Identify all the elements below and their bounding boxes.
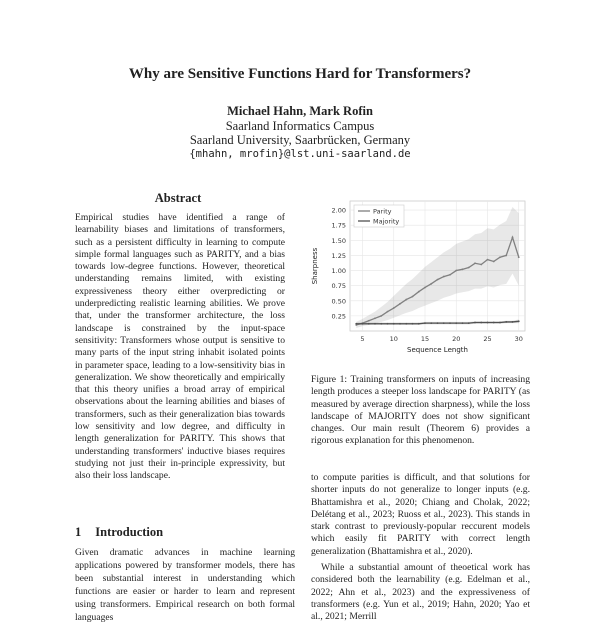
author-names: Michael Hahn, Mark Rofin [227,104,373,118]
data-point [405,323,407,325]
data-point [480,264,482,266]
section-heading-introduction [75,525,163,540]
paragraph: to compute parities is difficult, and that solutions for shorter inputs do not generalize to longer inputs (e.g. Bhattamishra et al., 2020; Chiang and Cholak, 2022; Delétang et al., 2023; Ruoss et al., 2023). This stands in stark contrast to previously-popular reccurent models which easily fit PARITY with correct length generalization (Bhattamishra et al., 2020). [311,472,530,557]
y-axis-label: Sharpness [311,247,319,285]
data-point [380,323,382,325]
affiliation-line-2: Saarland University, Saarbrücken, Germany [189,133,411,147]
data-point [468,267,470,269]
data-point [380,315,382,317]
section-title: Introduction [95,525,164,539]
x-tick-label: 10 [389,335,398,343]
data-point [393,307,395,309]
x-tick-label: 15 [420,335,430,343]
data-point [487,259,489,261]
data-point [368,323,370,325]
y-tick-label: 1.25 [331,251,346,260]
x-tick-label: 20 [452,335,461,343]
data-point [355,323,357,325]
author-emails: {mhahn, mrofin}@lst.uni-saarland.de [189,148,411,160]
data-point [505,255,507,257]
data-point [418,291,420,293]
abstract-text: Empirical studies have identified a range of learnability biases and limitations of transformers, such as a persistent difficulty in learning to compute simple formal languages such as PARITY, and a bias towards low-degree functions. However, theoretical understanding remains limited, with existing expressiveness theory either overpredicting or underpredicting realistic learning abilities. We prove that, under the transformer architecture, the loss landscape is constrained by the input-space sensitivity: Transformers whose output is sensitive to many parts of the input string inhabit isolated points in parameter space, leading to a low-sensitivity bias in generalization. We show theoretically and empirically that this theory unifies a broad array of empirical observations about the learning abilities and biases of transformers, such as their generalization bias towards low sensitivity and low degree, and difficulty in length generalization for PARITY. This shows that understanding transformers' inductive biases requires studying not just their in-principle expressivity, but also their loss landscape. [75,212,285,482]
data-point [430,322,432,324]
data-point [368,320,370,322]
data-point [518,256,520,258]
data-point [505,321,507,323]
data-point [493,261,495,263]
data-point [393,323,395,325]
data-point [499,256,501,258]
data-point [399,303,401,305]
abstract-heading: Abstract [154,191,202,205]
y-tick-label: 0.75 [331,282,346,291]
sharpness-chart [305,196,530,361]
data-point [374,323,376,325]
data-point [518,320,520,322]
data-point [480,322,482,324]
data-point [499,322,501,324]
data-point [387,311,389,313]
data-point [437,279,439,281]
data-point [418,323,420,325]
data-point [437,322,439,324]
legend-label: Parity [373,207,392,216]
data-point [512,236,514,238]
data-point [449,322,451,324]
data-point [455,322,457,324]
data-point [512,321,514,323]
data-point [412,296,414,298]
y-tick-label: 1.75 [331,221,346,230]
x-axis-label: Sequence Length [407,346,468,354]
introduction-text: Given dramatic advances in machine learning applications powered by transformer models, there has been substantial interest in understanding which functions are easier or harder to learn and represent using transformers. Empirical research on both formal languages [75,547,295,623]
paper-title: Why are Sensitive Functions Hard for Transformers? [128,66,472,82]
data-point [412,323,414,325]
data-point [399,323,401,325]
section-number: 1 [75,525,82,539]
y-tick-label: 1.00 [331,267,346,276]
right-column-text [311,472,530,624]
data-point [462,322,464,324]
y-tick-label: 0.25 [331,312,346,321]
y-tick-label: 2.00 [331,206,346,215]
data-point [362,323,364,325]
data-point [474,262,476,264]
data-point [424,287,426,289]
legend-label: Majority [373,217,400,226]
data-point [468,322,470,324]
data-point [474,322,476,324]
x-tick-label: 30 [514,335,523,343]
x-tick-label: 25 [483,335,492,343]
data-point [387,323,389,325]
x-tick-label: 5 [360,335,365,343]
figure-caption: Figure 1: Training transformers on inputs of increasing length produces a steeper loss landscape for PARITY (as measured by average direction sharpness), while the loss landscape of MAJORITY does not show significant changes. Our main result (Theorem 6) provides a rigorous explanation for this phenomenon. [311,374,530,447]
y-tick-label: 1.50 [331,236,346,245]
data-point [443,276,445,278]
data-point [405,299,407,301]
affiliation-line-1: Saarland Informatics Campus [225,119,375,133]
data-point [449,274,451,276]
data-point [424,322,426,324]
data-point [493,322,495,324]
data-point [443,322,445,324]
data-point [455,270,457,272]
data-point [430,283,432,285]
data-point [487,322,489,324]
data-point [462,268,464,270]
y-tick-label: 0.50 [331,297,346,306]
data-point [374,317,376,319]
paragraph: While a substantial amount of theoetical work has considered both the learnability (e.g. Edelman et al., 2022; Ahn et al., 2023) and the expressiveness of transformers (e.g. Yun et al., 2019; Hahn, 2020; Yao et al., 2021; Merrill [311,562,530,623]
